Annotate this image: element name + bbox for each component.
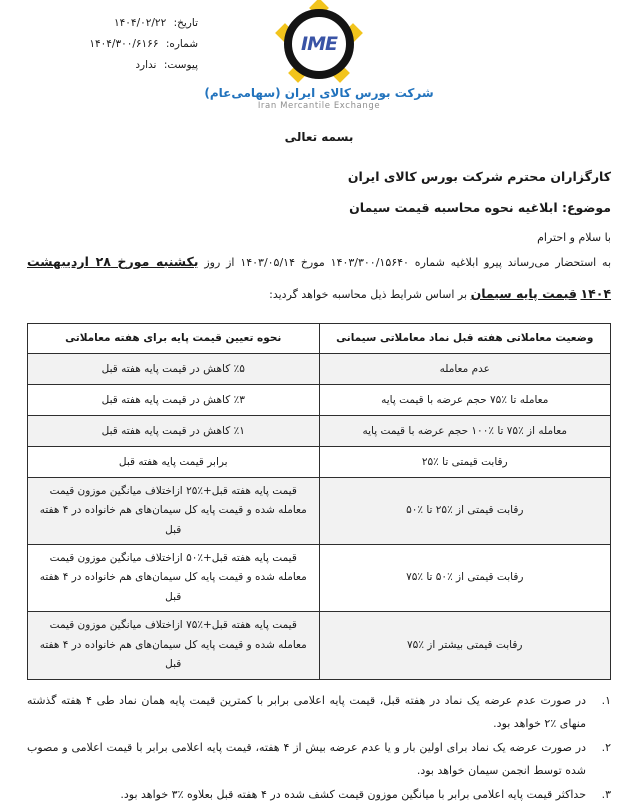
method-cell: ٪۳ کاهش در قیمت پایه هفته قبل — [28, 384, 320, 415]
table-row — [28, 384, 611, 415]
note-text: در صورت عدم عرضه یک نماد در هفته قبل، قیمت پایه اعلامی برابر با کمترین قیمت پایه همان نماد طی ۴ هفته گذشته منهای ٪۲ خواهد بود. — [27, 693, 586, 731]
table-row — [28, 353, 611, 384]
list-item — [27, 689, 611, 736]
table-row — [28, 415, 611, 446]
salutation-line: با سلام و احترام — [537, 231, 611, 244]
subject-line: موضوع: ابلاغیه نحوه محاسبه قیمت سیمان — [349, 200, 611, 215]
letter-body — [27, 130, 611, 807]
table-row — [28, 477, 611, 544]
table-header-row — [28, 323, 611, 353]
table-row — [28, 446, 611, 477]
attachment-value: ندارد — [135, 59, 157, 71]
ime-logo-badge — [280, 5, 358, 83]
note-text: حداکثر قیمت پایه اعلامی برابر با میانگین موزون قیمت کشف شده در ۴ هفته قبل بعلاوه ٪۳ خواهد بود. — [120, 788, 586, 802]
status-cell: معامله تا ٪۷۵ حجم عرضه با قیمت پایه — [319, 384, 611, 415]
method-cell: ٪۱ کاهش در قیمت پایه هفته قبل — [28, 415, 320, 446]
besmellah-line: بسمه تعالی — [284, 130, 354, 144]
status-cell: رقابت قیمتی از ٪۵۰ تا ٪۷۵ — [319, 545, 611, 612]
list-item — [27, 736, 611, 783]
intro-text-1: به استحضار می‌رساند پیرو ابلاغیه شماره ۱۴۰۳/۳۰۰/۱۵۶۴۰ مورخ ۱۴۰۳/۰۵/۱۴ از روز — [198, 256, 612, 269]
date-label: تاریخ: — [173, 17, 198, 29]
intro-text-2: بر اساس شرایط ذیل محاسبه خواهد گردید: — [269, 287, 471, 301]
status-cell: رقابت قیمتی بیشتر از ٪۷۵ — [319, 612, 611, 679]
note-number: ۳. — [601, 788, 611, 802]
method-cell: قیمت پایه هفته قبل+٪۷۵ ازاختلاف میانگین موزون قیمت معامله شده و قیمت پایه کل سیمان‌های هم خانواده در ۴ هفته قبل — [28, 612, 320, 679]
method-cell: قیمت پایه هفته قبل+٪۲۵ ازاختلاف میانگین موزون قیمت معامله شده و قیمت پایه کل سیمان‌های هم خانواده در ۴ هفته قبل — [28, 477, 320, 544]
status-cell: رقابت قیمتی تا ٪۲۵ — [319, 446, 611, 477]
list-item — [27, 783, 611, 807]
letterhead — [0, 0, 638, 122]
notes-list — [27, 689, 611, 807]
note-number: ۱. — [601, 693, 611, 707]
logo-ring-icon — [284, 9, 354, 79]
number-label: شماره: — [165, 38, 198, 50]
column-header-method: نحوه تعیین قیمت پایه برای هفته معاملاتی — [28, 323, 320, 353]
intro-paragraph — [27, 246, 611, 310]
date-value: ۱۴۰۴/۰۲/۲۲ — [114, 17, 167, 29]
logo-monogram: IME — [301, 33, 337, 55]
column-header-status: وضعیت معاملاتی هفته قبل نماد معاملاتی سیمانی — [319, 323, 611, 353]
intro-highlight-baseprice: قیمت پایه سیمان — [470, 285, 577, 301]
company-name-fa: شرکت بورس کالای ایران (سهامی‌عام) — [204, 86, 434, 100]
method-cell: ٪۵ کاهش در قیمت پایه هفته قبل — [28, 353, 320, 384]
attachment-label: پیوست: — [163, 59, 198, 71]
table-row — [28, 545, 611, 612]
company-name-en: Iran Mercantile Exchange — [257, 101, 381, 111]
recipient-line: کارگزاران محترم شرکت بورس کالای ایران — [347, 169, 611, 184]
status-cell: معامله از ٪۷۵ تا ٪۱۰۰ حجم عرضه با قیمت پایه — [319, 415, 611, 446]
status-cell: رقابت قیمتی از ٪۲۵ تا ٪۵۰ — [319, 477, 611, 544]
method-cell: برابر قیمت پایه هفته قبل — [28, 446, 320, 477]
table-row — [28, 612, 611, 679]
intro-highlight-date: یکشنبه مورخ ۲۸ اردیبهشت ۱۴۰۴ — [27, 254, 611, 301]
note-text: در صورت عرضه یک نماد برای اولین بار و یا عدم عرضه بیش از ۴ هفته، قیمت پایه اعلامی برابر با قیمت اعلامی و مصوب شده توسط انجمن سیمان خواهد بود. — [27, 740, 586, 778]
status-cell: عدم معامله — [319, 353, 611, 384]
number-value: ۱۴۰۴/۳۰۰/۶۱۶۶ — [89, 38, 159, 50]
method-cell: قیمت پایه هفته قبل+٪۵۰ ازاختلاف میانگین موزون قیمت معامله شده و قیمت پایه کل سیمان‌های هم خانواده در ۴ هفته قبل — [28, 545, 320, 612]
note-number: ۲. — [601, 740, 611, 754]
ime-logo — [0, 5, 638, 111]
pricing-rules-table — [27, 323, 611, 680]
